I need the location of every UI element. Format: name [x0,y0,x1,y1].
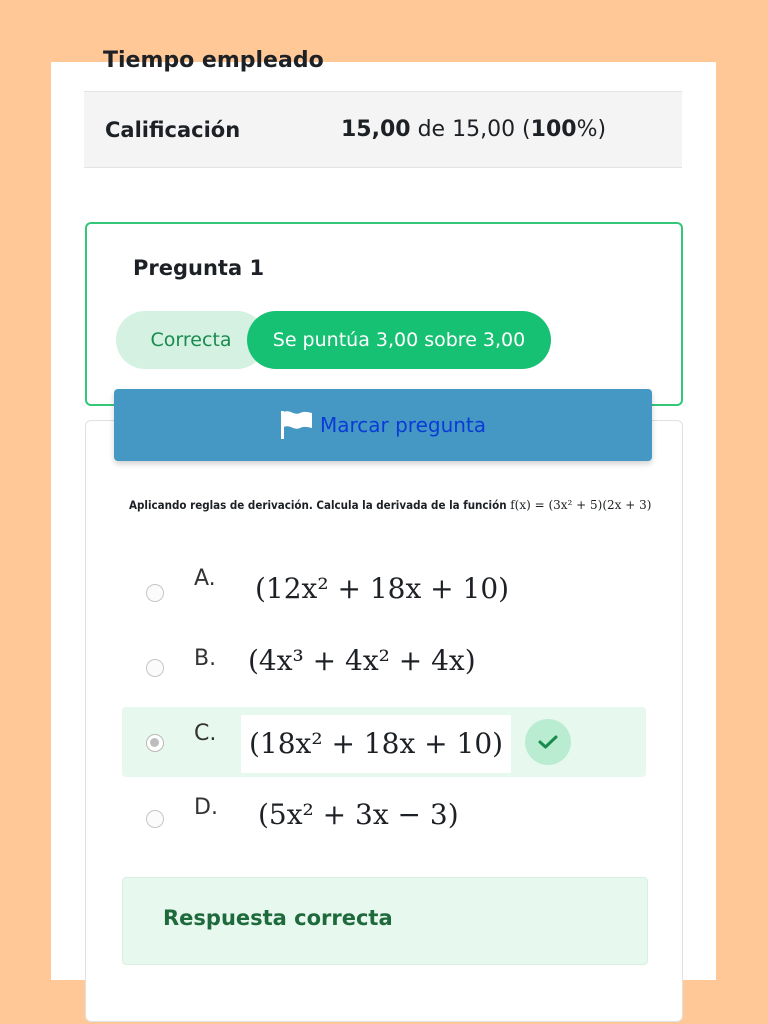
option-expression: (18x² + 18x + 10) [241,715,511,773]
question-title: Pregunta 1 [133,256,265,280]
question-prompt: Aplicando reglas de derivación. Calcula la derivada de la función f(x) = (3x² + 5)(2x + 3) [129,498,652,512]
radio-icon[interactable] [146,734,164,752]
question-info-box [85,222,683,406]
answer-option-d[interactable] [122,784,646,854]
grade-label: Calificación [105,117,241,142]
radio-icon[interactable] [146,810,164,828]
option-expression: (4x³ + 4x² + 4x) [248,644,476,677]
flag-question-button[interactable] [114,389,652,461]
flag-icon [280,410,314,440]
grade-summary-row [84,91,682,168]
feedback-text: Respuesta correcta [163,906,393,930]
answer-option-b[interactable] [122,632,646,702]
radio-icon[interactable] [146,659,164,677]
option-letter: A. [194,566,216,591]
feedback-box [122,877,648,965]
check-icon [525,719,571,765]
quiz-review-panel [51,48,716,980]
question-function: f(x) = (3x² + 5)(2x + 3) [510,498,652,512]
option-letter: D. [194,795,218,820]
question-status-badge: Correcta [116,311,266,369]
option-expression: (5x² + 3x − 3) [258,798,459,831]
clipped-heading: Tiempo empleado [103,48,324,73]
grade-value: 15,00 de 15,00 (100%) [341,117,607,142]
option-letter: B. [194,646,217,671]
answer-option-c[interactable] [122,707,646,777]
option-expression: (12x² + 18x + 10) [255,572,510,605]
radio-icon[interactable] [146,584,164,602]
answer-option-a[interactable] [122,559,646,629]
flag-question-label: Marcar pregunta [319,413,487,437]
question-score-badge: Se puntúa 3,00 sobre 3,00 [247,311,551,369]
option-letter: C. [194,721,217,746]
